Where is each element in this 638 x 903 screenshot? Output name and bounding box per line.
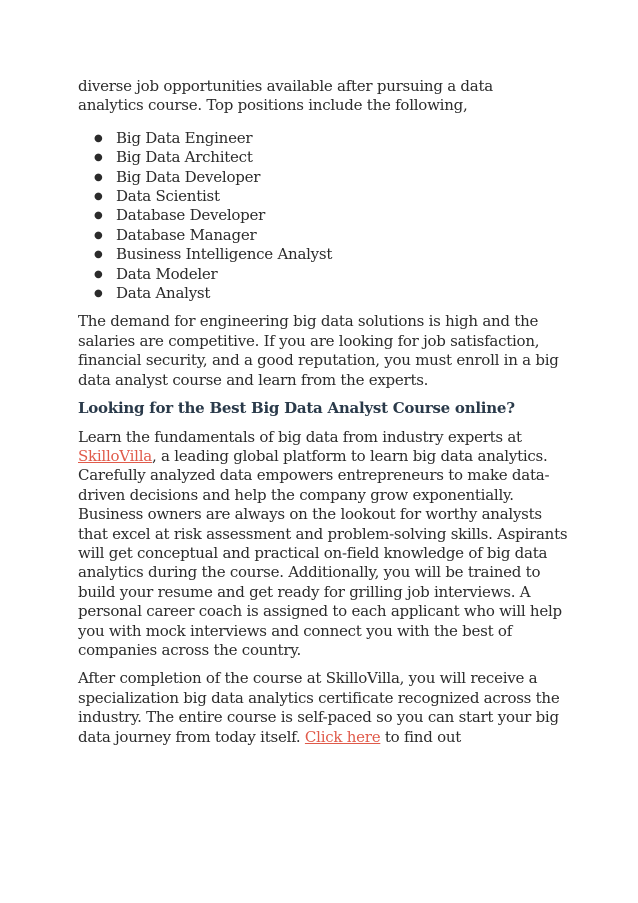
list-item: [78, 265, 568, 284]
list-item-label: Database Manager: [116, 225, 257, 244]
document-page: [78, 77, 568, 747]
list-item-label: Big Data Engineer: [116, 128, 253, 147]
completion-text-end: to find out: [380, 727, 462, 746]
bullet-icon: ●: [94, 268, 103, 280]
list-item: [78, 187, 568, 206]
bullet-icon: ●: [94, 191, 103, 203]
bullet-icon: ●: [94, 152, 103, 164]
list-item-label: Big Data Developer: [116, 167, 261, 186]
bullet-icon: ●: [94, 210, 103, 222]
list-item: [78, 129, 568, 148]
skillovilla-link[interactable]: SkilloVilla: [78, 446, 152, 465]
bullet-icon: ●: [94, 229, 103, 241]
list-item: [78, 284, 568, 303]
bullet-icon: ●: [94, 171, 103, 183]
demand-paragraph: The demand for engineering big data solutions is high and the salaries are competitive. If you are looking for job satisfaction, financial security, and a good reputation, you must enroll in a big data analyst course and learn from the experts.: [78, 312, 559, 389]
list-item: [78, 245, 568, 264]
learn-text-end: , a leading global platform to learn big data analytics. Carefully analyzed data empowers entrepreneurs to make data-driven decisions and help the company grow exponentially. Business owners are always on the lookout for worthy analysts that excel at risk assessment and problem-solving skills. Aspirants will get conceptual and practical on-field knowledge of big data analytics during the course. Additionally, you will be trained to build your resume and get ready for grilling job interviews. A personal career coach is assigned to each applicant who will help you with mock interviews and connect you with the best of companies across the country.: [78, 446, 568, 659]
list-item-label: Data Analyst: [116, 284, 211, 303]
bullet-icon: ●: [94, 132, 103, 144]
list-item-label: Big Data Architect: [116, 148, 253, 167]
intro-paragraph: [78, 77, 568, 116]
list-item-label: Data Modeler: [116, 264, 218, 283]
click-here-link[interactable]: Click here: [304, 727, 381, 746]
list-item: [78, 206, 568, 225]
learn-text-start: Learn the fundamentals of big data from industry experts at: [78, 427, 522, 446]
list-item: [78, 226, 568, 245]
bullet-icon: ●: [94, 249, 103, 261]
section-heading: Looking for the Best Big Data Analyst Course online?: [78, 399, 515, 418]
intro-line-2: analytics course. Top positions include the following,: [78, 96, 468, 115]
completion-text-start: After completion of the course at SkilloVilla, you will receive a specialization big data analytics certificate recognized across the industry. The entire course is self-paced so you can start your big data journey from today itself.: [78, 669, 560, 746]
learn-paragraph: [78, 428, 568, 661]
list-item-label: Database Developer: [116, 206, 266, 225]
positions-list: [78, 129, 568, 304]
list-item-label: Data Scientist: [116, 187, 220, 206]
list-item-label: Business Intelligence Analyst: [116, 245, 333, 264]
list-item: [78, 148, 568, 167]
completion-paragraph: [78, 669, 568, 747]
list-item: [78, 168, 568, 187]
bullet-icon: ●: [94, 288, 103, 300]
intro-line-1: diverse job opportunities available after pursuing a data: [78, 77, 493, 95]
